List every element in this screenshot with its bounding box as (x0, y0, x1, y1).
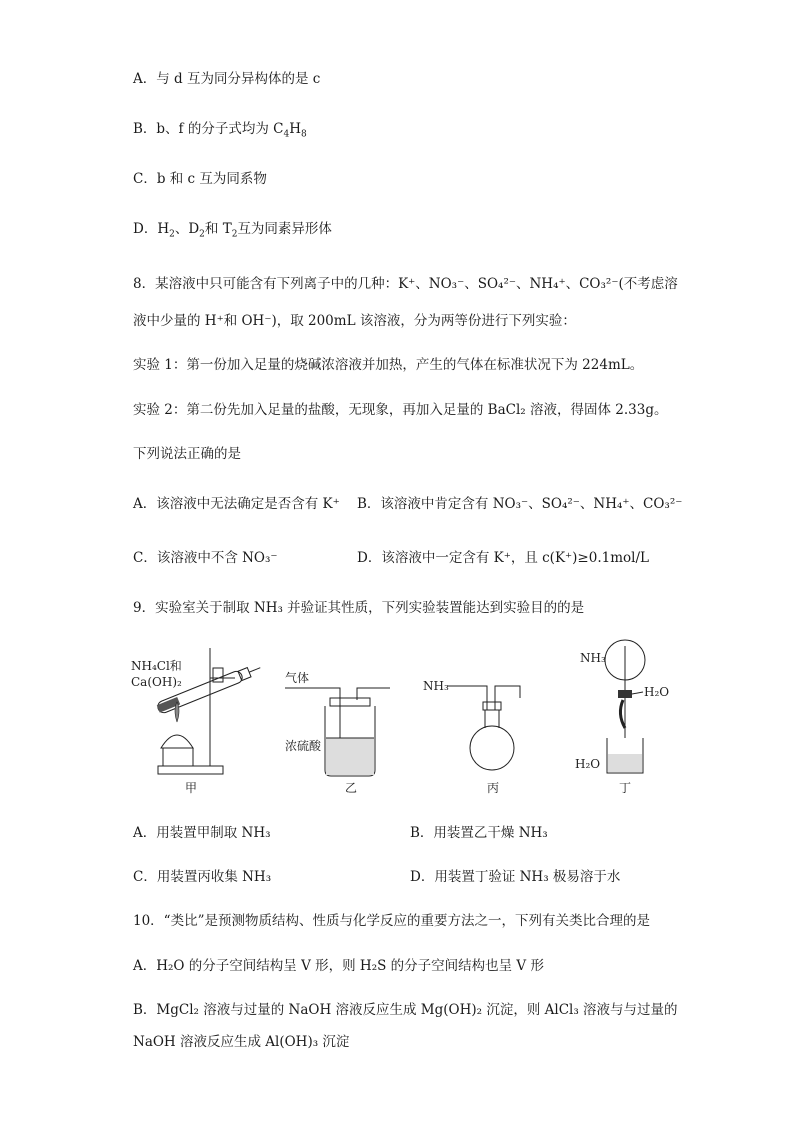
caption-jia: 甲 (185, 781, 198, 795)
q7-option-d-sub3: 2 (231, 229, 238, 240)
yi-acid-label: 浓硫酸 (285, 739, 322, 753)
q7-option-d-mid2: 和 T (204, 221, 232, 237)
caption-yi: 乙 (345, 781, 358, 795)
q10-option-a: A．H₂O 的分子空间结构呈 V 形，则 H₂S 的分子空间结构也呈 V 形 (133, 958, 544, 974)
ding-h2o-bottom-label: H₂O (575, 757, 601, 771)
q9-stem: 9．实验室关于制取 NH₃ 并验证其性质，下列实验装置能达到实验目的的是 (133, 600, 585, 616)
q8-stem: 下列说法正确的是 (133, 446, 241, 462)
apparatus-bing (423, 679, 520, 770)
q8-option-c: C．该溶液中不含 NO₃⁻ (133, 550, 278, 566)
bing-nh3-label: NH₃ (423, 679, 449, 693)
q7-option-d-sub2: 2 (199, 229, 205, 240)
q7-option-d-post: 互为同素异形体 (237, 221, 332, 237)
q8-option-d: D．该溶液中一定含有 K⁺，且 c(K⁺)≥0.1mol/L (357, 550, 649, 566)
q9-option-d: D．用装置丁验证 NH₃ 极易溶于水 (410, 869, 621, 885)
yi-gas-label: 气体 (285, 671, 310, 685)
q7-option-b-mid: H (289, 121, 301, 137)
ding-nh3-label: NH₃ (580, 651, 606, 665)
q8-intro-line1: 8．某溶液中只可能含有下列离子中的几种：K⁺、NO₃⁻、SO₄²⁻、NH₄⁺、CO₃²⁻(不考虑溶 (133, 276, 678, 292)
q7-option-d (133, 217, 332, 240)
q7-option-b (133, 117, 307, 140)
q8-intro-line2: 液中少量的 H⁺和 OH⁻)，取 200mL 该溶液，分为两等份进行下列实验： (133, 313, 576, 329)
q10-option-b-line1: B．MgCl₂ 溶液与过量的 NaOH 溶液反应生成 Mg(OH)₂ 沉淀，则 AlCl₃ 溶液与与过量的 (133, 1002, 678, 1018)
caption-bing: 丙 (487, 781, 500, 795)
q7-option-b-sub1: 4 (283, 129, 290, 140)
jia-reagent-label-2: Ca(OH)₂ (131, 675, 182, 689)
q9-apparatus-figure (125, 638, 685, 798)
q9-option-a: A．用装置甲制取 NH₃ (133, 825, 271, 841)
q8-experiment-1: 实验 1：第一份加入足量的烧碱浓溶液并加热，产生的气体在标准状况下为 224mL。 (133, 357, 644, 373)
caption-ding: 丁 (619, 781, 632, 795)
q7-option-b-text: B．b、f 的分子式均为 C (133, 121, 284, 137)
q7-option-c: C．b 和 c 互为同系物 (133, 171, 267, 187)
apparatus-jia (131, 648, 263, 774)
q7-option-d-sub1: 2 (169, 229, 175, 240)
q9-option-b: B．用装置乙干燥 NH₃ (410, 825, 548, 841)
q9-option-c: C．用装置丙收集 NH₃ (133, 869, 272, 885)
q7-option-a: A．与 d 互为同分异构体的是 c (133, 71, 321, 87)
jia-reagent-label-1: NH₄Cl和 (131, 659, 182, 673)
q10-option-b-line2: NaOH 溶液反应生成 Al(OH)₃ 沉淀 (133, 1034, 350, 1050)
q7-option-d-text: D．H (133, 221, 170, 237)
q8-option-a: A．该溶液中无法确定是否含有 K⁺ (133, 496, 340, 512)
q8-option-b: B．该溶液中肯定含有 NO₃⁻、SO₄²⁻、NH₄⁺、CO₃²⁻ (357, 496, 683, 512)
q8-experiment-2: 实验 2：第二份先加入足量的盐酸，无现象，再加入足量的 BaCl₂ 溶液，得固体 2.33g。 (133, 402, 668, 418)
ding-h2o-top-label: H₂O (644, 685, 670, 699)
q10-stem: 10．“类比”是预测物质结构、性质与化学反应的重要方法之一，下列有关类比合理的是 (133, 913, 650, 929)
apparatus-yi (285, 670, 390, 776)
q7-option-d-mid1: 、D (174, 221, 200, 237)
q7-option-b-sub2: 8 (301, 129, 307, 140)
apparatus-ding (575, 640, 669, 773)
